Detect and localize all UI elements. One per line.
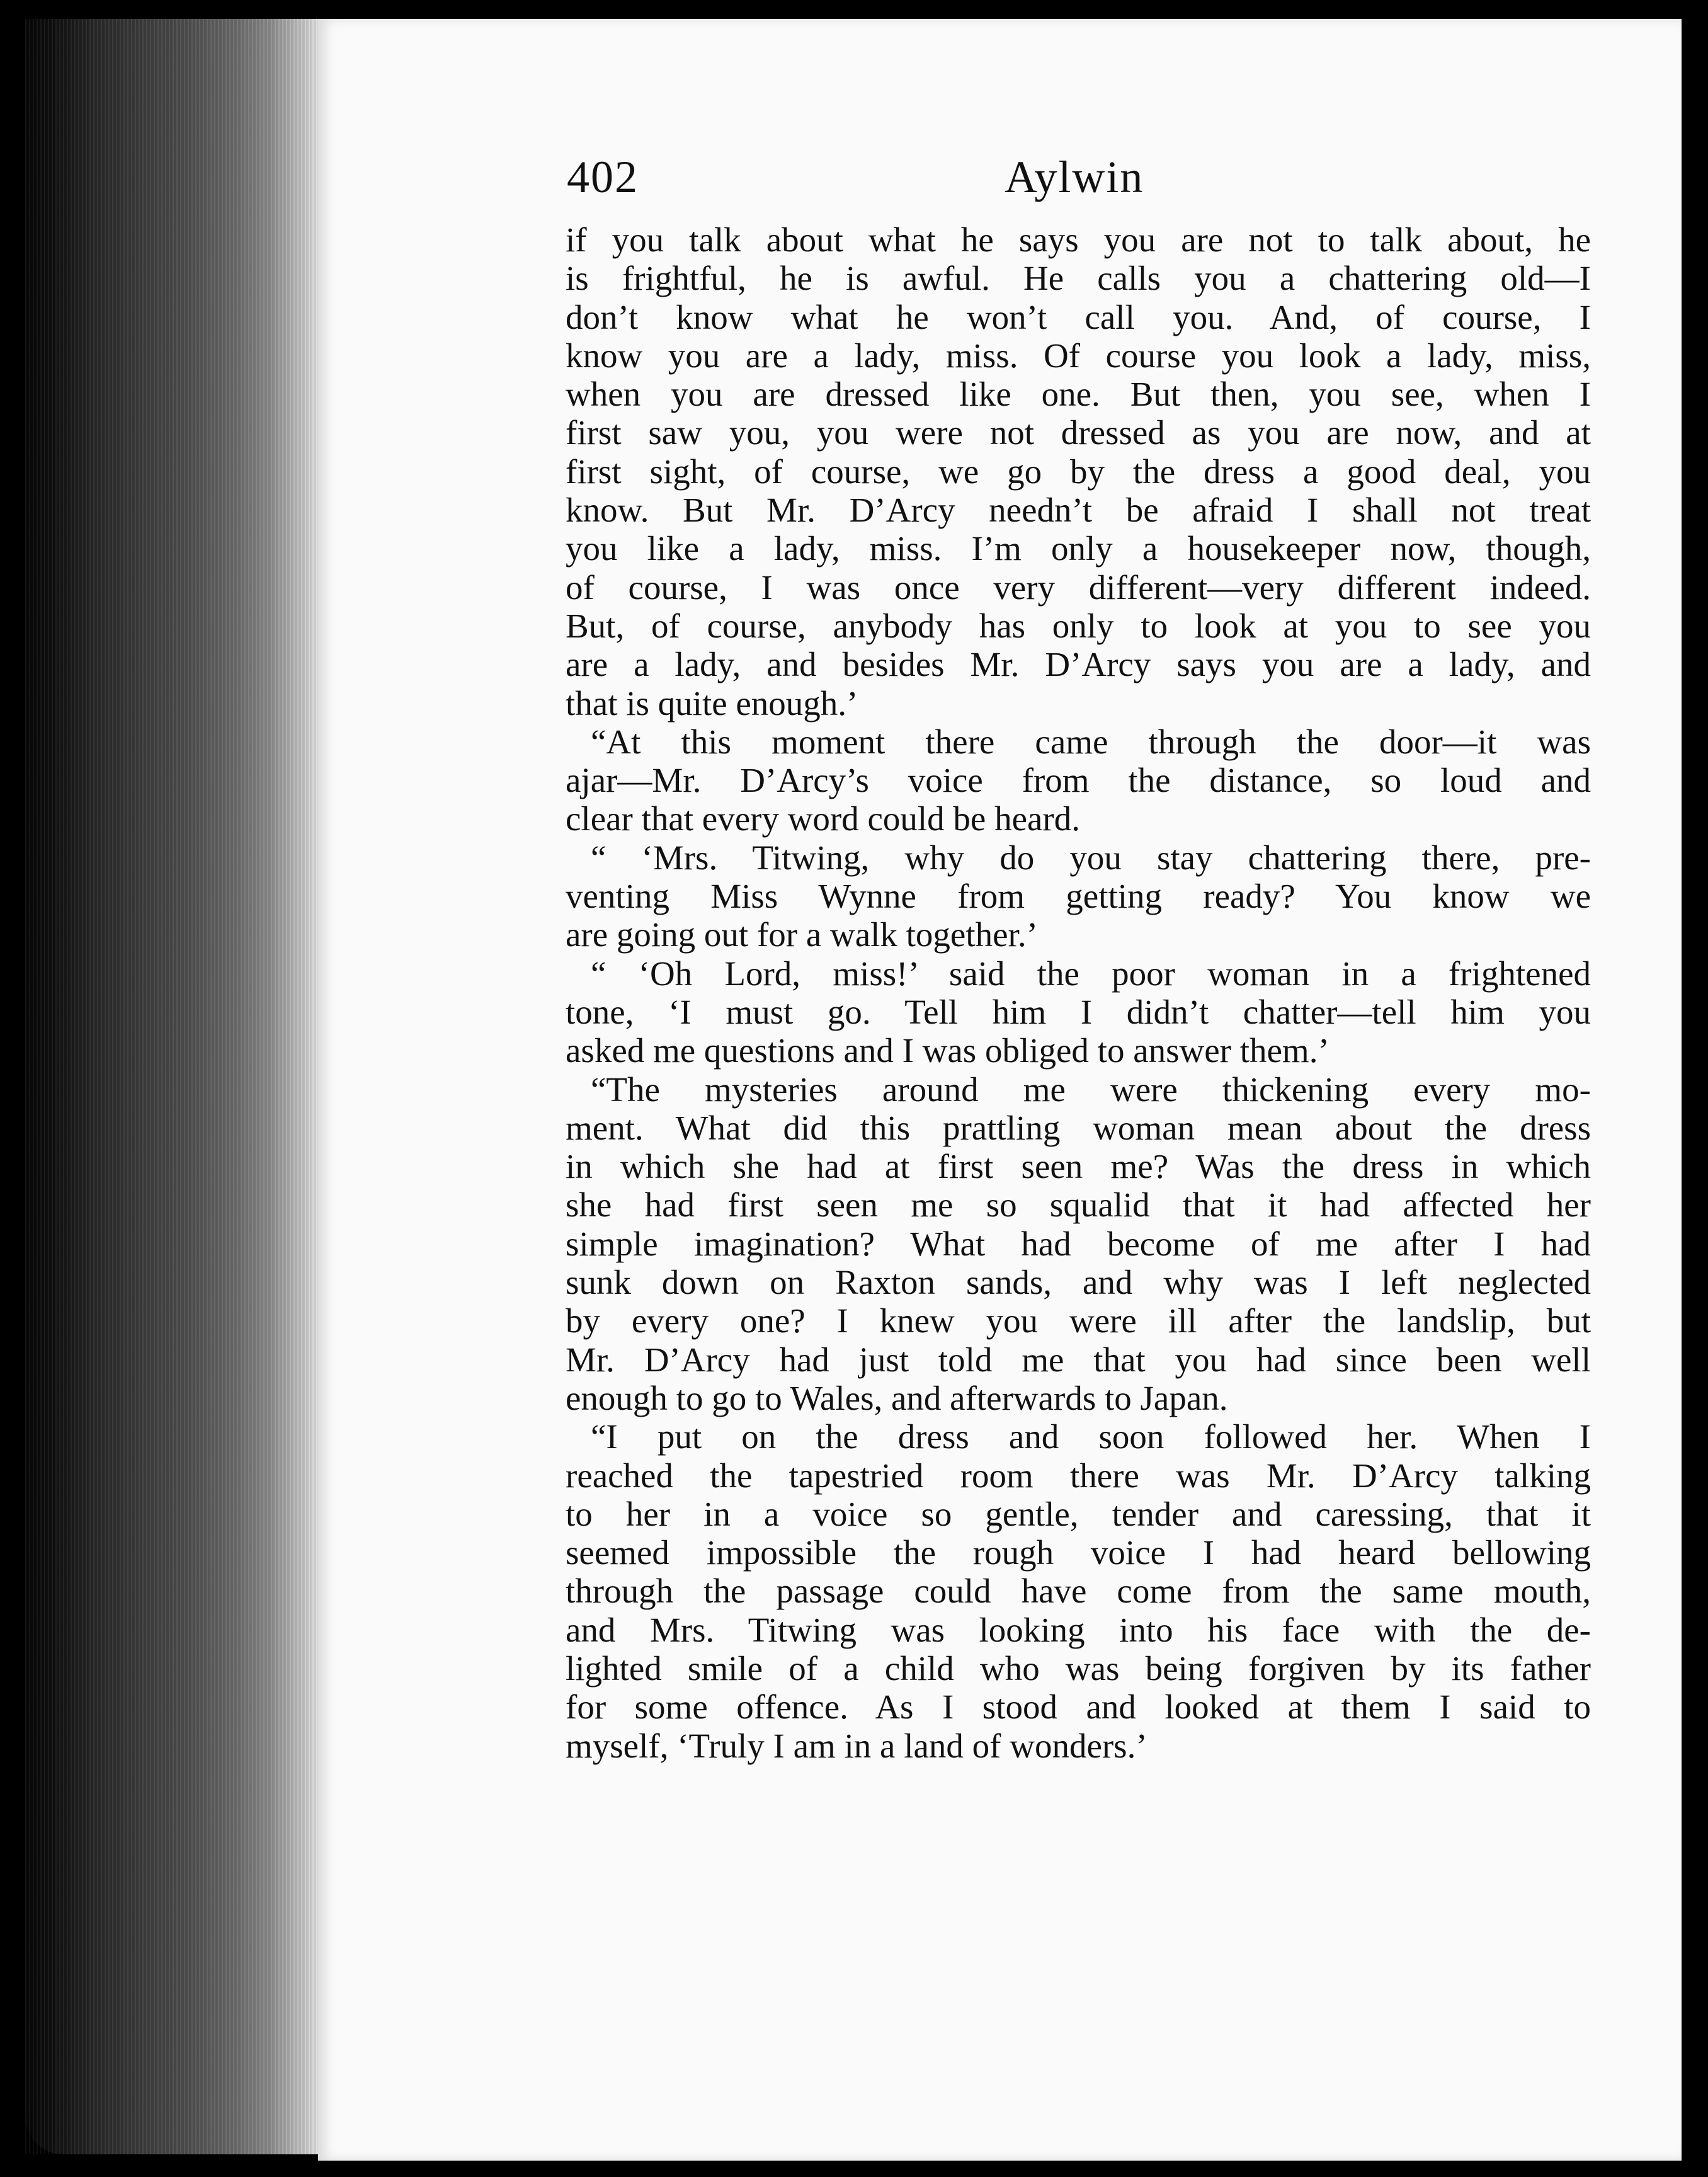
running-title: Aylwin — [1005, 152, 1144, 202]
text-line: is frightful, he is awful. He calls you a chattering old—I — [566, 259, 1591, 298]
text-line: But, of course, anybody has only to look at you to see you — [566, 606, 1591, 645]
text-line: that is quite enough.’ — [566, 683, 858, 723]
page-header — [567, 151, 1587, 208]
text-line: she had first seen me so squalid that it had affected her — [566, 1186, 1591, 1225]
text-line: are going out for a walk together.’ — [566, 915, 1038, 954]
text-line: know. But Mr. D’Arcy needn’t be afraid I shall not treat — [566, 491, 1591, 530]
text-line: of course, I was once very different—very different indeed. — [566, 568, 1591, 607]
text-line: clear that every word could be heard. — [566, 799, 1080, 838]
text-line: “ ‘Oh Lord, miss!’ said the poor woman in a frightened — [591, 954, 1591, 993]
text-line: don’t know what he won’t call you. And, of course, I — [566, 297, 1591, 336]
text-line: myself, ‘Truly I am in a land of wonders.’ — [566, 1726, 1147, 1765]
text-line: tone, ‘I must go. Tell him I didn’t chatter—tell him you — [566, 992, 1591, 1031]
text-line: “The mysteries around me were thickening every mo- — [591, 1070, 1591, 1109]
text-line: “I put on the dress and soon followed her. When I — [591, 1417, 1591, 1456]
text-line: reached the tapestried room there was Mr. D’Arcy talking — [566, 1456, 1591, 1495]
text-line: know you are a lady, miss. Of course you look a lady, miss, — [566, 336, 1591, 375]
text-line: ajar—Mr. D’Arcy’s voice from the distance, so loud and — [566, 761, 1591, 800]
page-number: 402 — [567, 152, 639, 202]
text-line: if you talk about what he says you are not to talk about, he — [566, 220, 1591, 259]
text-line: venting Miss Wynne from getting ready? You know we — [566, 877, 1591, 916]
text-line: “ ‘Mrs. Titwing, why do you stay chattering there, pre- — [591, 838, 1591, 877]
text-line: and Mrs. Titwing was looking into his face with the de- — [566, 1610, 1591, 1649]
text-line: seemed impossible the rough voice I had heard bellowing — [566, 1533, 1591, 1572]
text-line: sunk down on Raxton sands, and why was I left neglected — [566, 1263, 1591, 1302]
text-line: lighted smile of a child who was being forgiven by its father — [566, 1648, 1591, 1688]
text-line: for some offence. As I stood and looked at them I said to — [566, 1688, 1591, 1727]
scanner-right-border — [1683, 0, 1708, 2177]
text-line: asked me questions and I was obliged to answer them.’ — [566, 1031, 1329, 1070]
text-line: Mr. D’Arcy had just told me that you had since been well — [566, 1340, 1591, 1379]
text-line: enough to go to Wales, and afterwards to Japan. — [566, 1378, 1228, 1417]
book-page-edges — [25, 19, 321, 2154]
body-text — [566, 220, 1591, 1765]
text-line: you like a lady, miss. I’m only a housekeeper now, though, — [566, 529, 1591, 568]
text-line: first sight, of course, we go by the dress a good deal, you — [566, 452, 1591, 491]
text-line: simple imagination? What had become of me after I had — [566, 1224, 1591, 1263]
text-line: through the passage could have come from the same mouth, — [566, 1572, 1591, 1611]
text-line: ment. What did this prattling woman mean about the dress — [566, 1108, 1591, 1147]
text-line: “At this moment there came through the door—it was — [591, 722, 1591, 761]
text-line: first saw you, you were not dressed as you are now, and at — [566, 413, 1591, 452]
text-line: by every one? I knew you were ill after the landslip, but — [566, 1301, 1591, 1340]
text-line: to her in a voice so gentle, tender and caressing, that it — [566, 1494, 1591, 1533]
text-line: in which she had at first seen me? Was the dress in which — [566, 1147, 1591, 1186]
text-line: when you are dressed like one. But then, you see, when I — [566, 375, 1591, 414]
text-line: are a lady, and besides Mr. D’Arcy says you are a lady, and — [566, 645, 1591, 684]
